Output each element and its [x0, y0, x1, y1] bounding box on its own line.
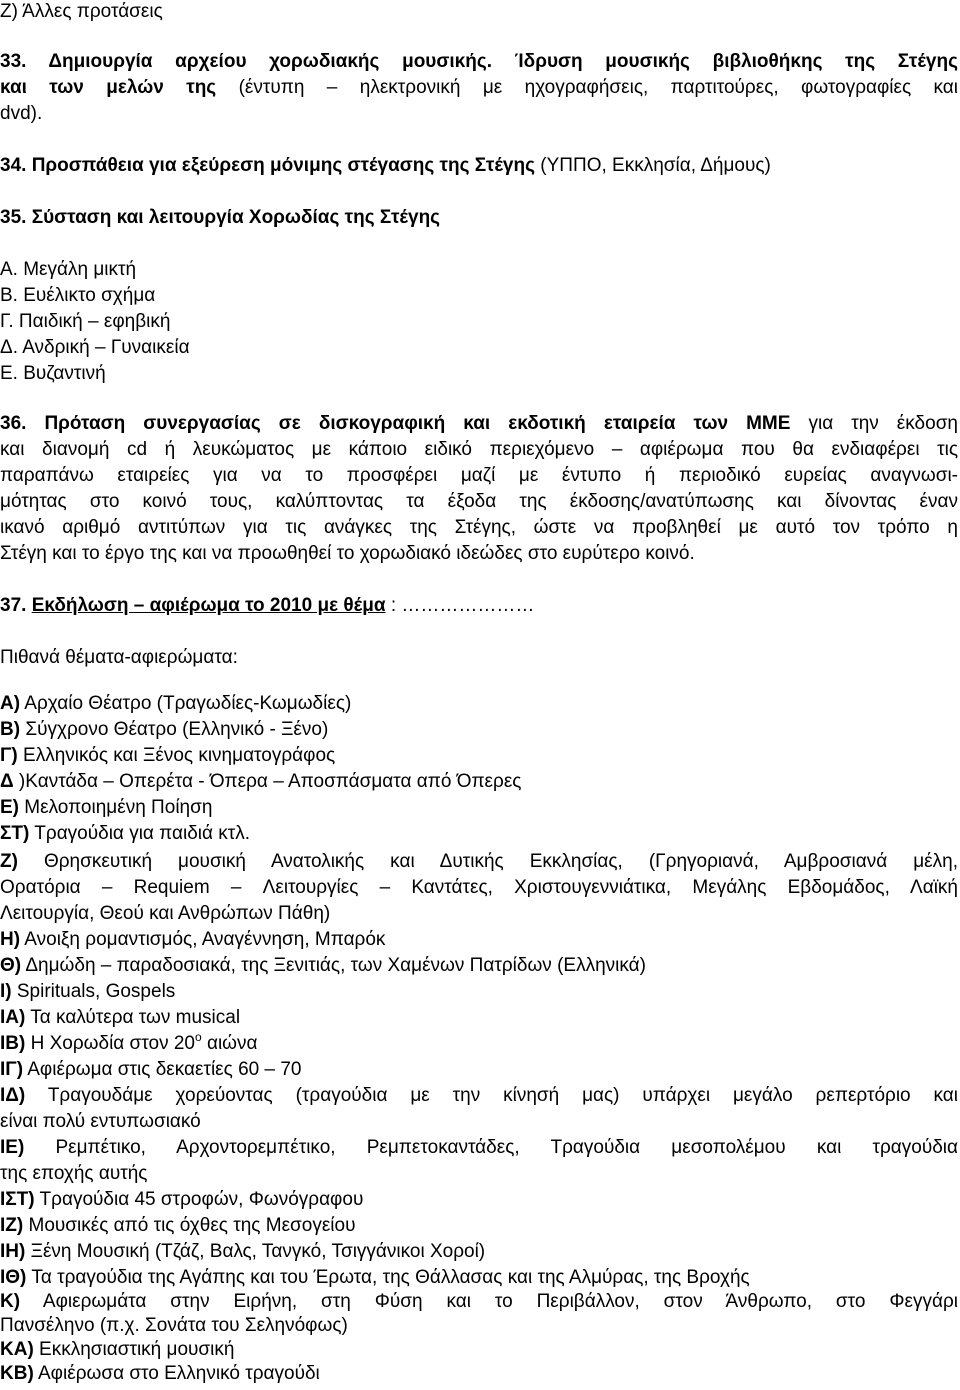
topic-item: ΙΘ) Τα τραγούδια της Αγάπης και του Έρωτα, της Θάλλασας και της Αλμύρας, της Βροχής [0, 1267, 750, 1288]
topic-item-id-line-2: είναι πολύ εντυπωσιακό [0, 1111, 201, 1132]
item-37-title: Εκδήλωση – αφιέρωμα το 2010 με θέμα [31, 595, 386, 616]
topic-item-ie-line-2: της εποχής αυτής [0, 1163, 148, 1184]
topic-item: ΣΤ) Τραγούδια για παιδιά κτλ. [0, 823, 251, 844]
item-35-subitem: Γ. Παιδική – εφηβική [0, 311, 171, 332]
item-36-line-2: και διανομή cd ή λευκώματος με κάποιο ειδικό περιεχόμενο – αφιέρωμα που θα ενδιαφέρει τις [0, 439, 958, 460]
topic-item: Β) Σύγχρονο Θέατρο (Ελληνικό - Ξένο) [0, 719, 329, 740]
topic-item: Ι) Spirituals, Gospels [0, 981, 176, 1002]
item-36-line-3: παραπάνω εταιρείες για να το προσφέρει μαζί με έντυπο ή περιοδικό ευρείας αναγνωσι- [0, 465, 958, 486]
item-34-detail: (ΥΠΠΟ, Εκκλησία, Δήμους) [534, 155, 771, 176]
topic-item: ΙΗ) Ξένη Μουσική (Τζάζ, Βαλς, Τανγκό, Τσιγγάνικοι Χοροί) [0, 1241, 486, 1262]
item-34 [0, 154, 958, 178]
item-33-line-1: 33. Δημιουργία αρχείου χορωδιακής μουσικής. Ίδρυση μουσικής βιβλιοθήκης της Στέγης [0, 51, 958, 72]
item-34-title: 34. Προσπάθεια για εξεύρεση μόνιμης στέγασης της Στέγης [0, 155, 535, 176]
topic-item: ΙΖ) Μουσικές από τις όχθες της Μεσογείου [0, 1215, 356, 1236]
item-35-subitem: Α. Μεγάλη μικτή [0, 259, 137, 280]
topic-item: ΙΓ) Αφιέρωμα στις δεκαετίες 60 – 70 [0, 1059, 302, 1080]
topic-item: Γ) Ελληνικός και Ξένος κινηματογράφος [0, 745, 336, 766]
item-37-suffix: : ………………… [385, 595, 535, 616]
topic-item-ie-line-1: ΙΕ) Ρεμπέτικο, Αρχοντορεμπέτικο, Ρεμπετοκαντάδες, Τραγούδια μεσοπολέμου και τραγούδια [0, 1137, 958, 1158]
topic-item: Α) Αρχαίο Θέατρο (Τραγωδίες-Κωμωδίες) [0, 693, 352, 714]
topic-item-z-line-1: Ζ) Θρησκευτική μουσική Ανατολικής και Δυτικής Εκκλησίας, (Γρηγοριανά, Αμβροσιανά μέλη, [0, 851, 958, 872]
section-heading [0, 0, 958, 24]
topic-item: ΙΣΤ) Τραγούδια 45 στροφών, Φωνόγραφου [0, 1189, 364, 1210]
topic-item-k-line-2: Πανσέληνο (π.χ. Σονάτα του Σεληνόφως) [0, 1315, 348, 1336]
topic-item-id-line-1: ΙΔ) Τραγουδάμε χορεύοντας (τραγούδια με την κίνησή μας) υπάρχει μεγάλο ρεπερτόριο και [0, 1085, 958, 1106]
item-33-line-3: dvd). [0, 103, 43, 124]
topic-item: Δ )Καντάδα – Οπερέτα - Όπερα – Αποσπάσματα από Όπερες [0, 771, 522, 792]
item-36-line-5: ικανό αριθμό αντιτύπων για τις ανάγκες της Στέγης, ώστε να προβληθεί με αυτό τον τρόπο η [0, 517, 958, 538]
topics-heading: Πιθανά θέματα-αφιερώματα: [0, 647, 238, 668]
topic-item-z-line-3: Λειτουργία, Θεού και Ανθρώπων Πάθη) [0, 903, 331, 924]
topic-item: ΚΑ) Εκκλησιαστική μουσική [0, 1339, 235, 1360]
item-36-line-4: μότητας στο κοινό τους, καλύπτοντας τα έξοδα της έκδοσης/ανατύπωσης και δίνοντας έναν [0, 491, 958, 512]
topic-item: Ε) Μελοποιημένη Ποίηση [0, 797, 213, 818]
item-35-subitem: Δ. Ανδρική – Γυναικεία [0, 337, 190, 358]
topic-item: ΙΒ) Η Χορωδία στον $20^o$ αιώνα [0, 1030, 258, 1054]
item-37-number: 37. [0, 595, 27, 616]
item-35-subitem: Β. Ευέλικτο σχήμα [0, 285, 156, 306]
topic-item-z-line-2: Ορατόρια – Requiem – Λειτουργίες – Καντάτες, Χριστουγεννιάτικα, Μεγάλης Εβδομάδος, Λαϊκή [0, 877, 958, 898]
item-35-title: 35. Σύσταση και λειτουργία Χορωδίας της Στέγης [0, 207, 441, 228]
topic-item: Η) Ανοιξη ρομαντισμός, Αναγέννηση, Μπαρόκ [0, 929, 386, 950]
item-33-line-2: και των μελών της (έντυπη – ηλεκτρονική με ηχογραφήσεις, παρτιτούρες, φωτογραφίες και [0, 77, 959, 98]
topic-item-k-line-1: Κ) Αφιερωμάτα στην Ειρήνη, στη Φύση και το Περιβάλλον, στον Άνθρωπο, στο Φεγγάρι [0, 1291, 958, 1312]
section-heading-text: Ζ) Άλλες προτάσεις [0, 1, 163, 22]
topic-item: ΙΑ) Τα καλύτερα των musical [0, 1007, 241, 1028]
item-36-line-1: 36. Πρόταση συνεργασίας σε δισκογραφική και εκδοτική εταιρεία των ΜΜΕ για την έκδοση [0, 413, 958, 434]
item-35-subitem: Ε. Βυζαντινή [0, 363, 106, 384]
topic-item: Θ) Δημώδη – παραδοσιακά, της Ξενιτιάς, των Χαμένων Πατρίδων (Ελληνικά) [0, 955, 646, 976]
item-36-line-6: Στέγη και το έργο της και να προωθηθεί το χορωδιακό ιδεώδες στο ευρύτερο κοινό. [0, 543, 695, 564]
topic-item: ΚΒ) Αφιέρωσα στο Ελληνικό τραγούδι [0, 1363, 320, 1384]
item-37 [0, 594, 958, 618]
